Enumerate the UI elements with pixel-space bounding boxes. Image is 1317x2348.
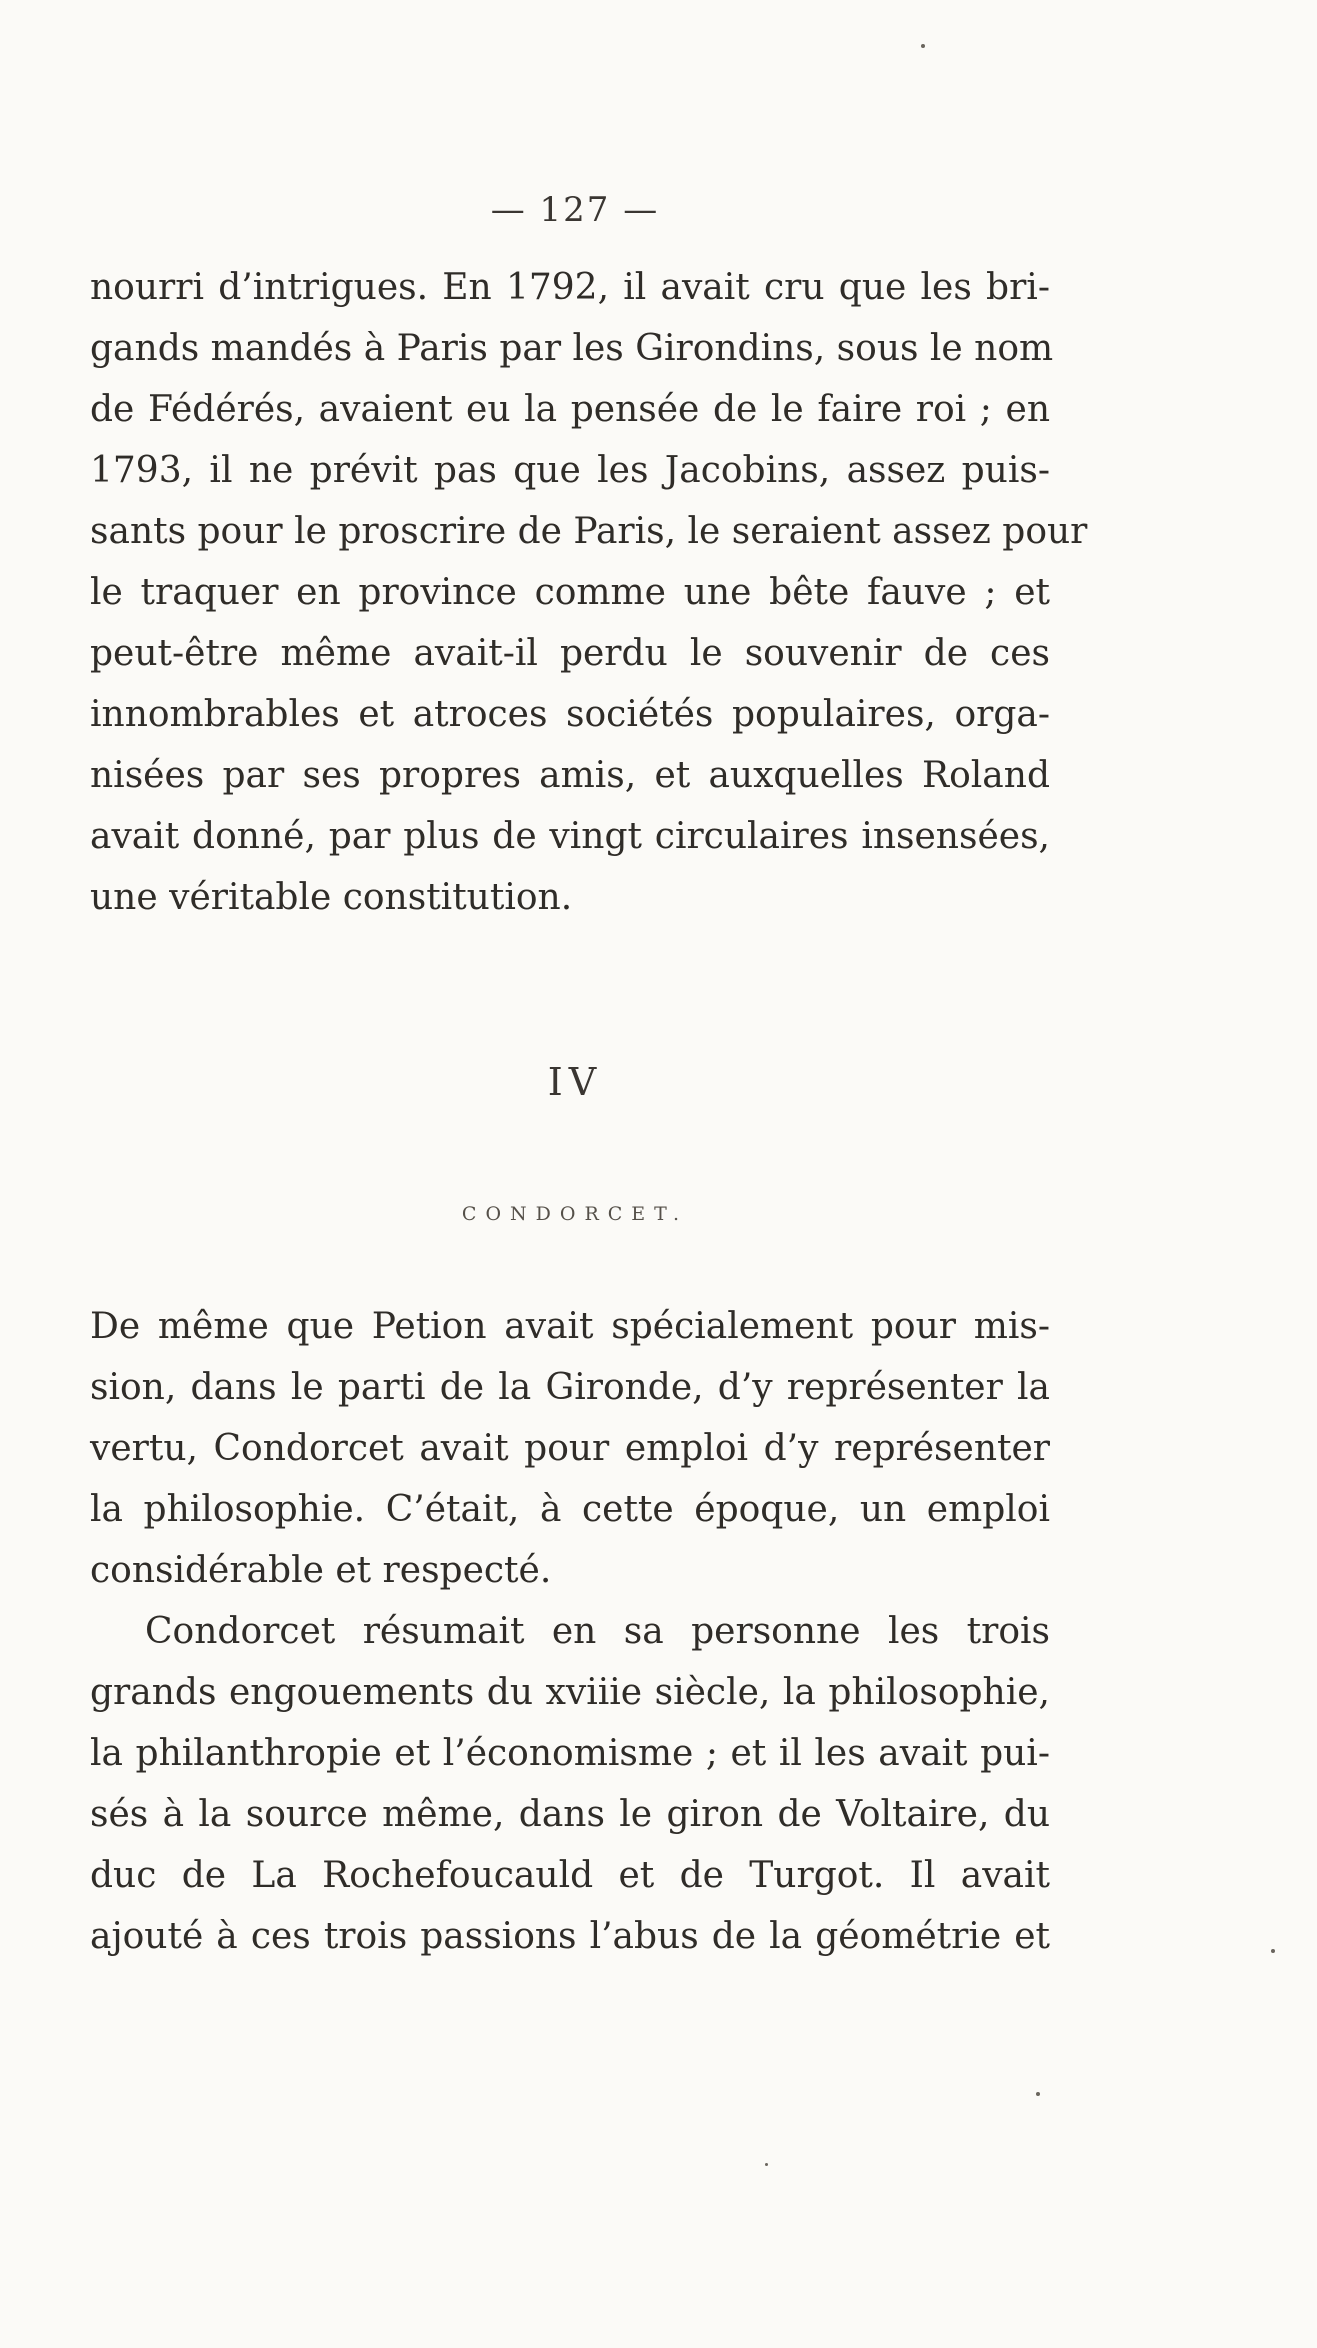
text-line: nourri d’intrigues. En 1792, il avait cru que les bri-: [90, 267, 1050, 308]
text-line: 1793, il ne prévit pas que les Jacobins, assez puis-: [90, 450, 1050, 491]
paper-speck: [921, 44, 925, 48]
text-line: sion, dans le parti de la Gironde, d’y représenter la: [90, 1367, 1050, 1408]
text-line: grands engouements du xviiie siècle, la philosophie,: [90, 1672, 1050, 1713]
text-line: ajouté à ces trois passions l’abus de la géométrie et: [90, 1916, 1050, 1957]
text-line: vertu, Condorcet avait pour emploi d’y représenter: [90, 1428, 1050, 1469]
text-line: peut-être même avait-il perdu le souvenir de ces: [90, 633, 1050, 674]
section-number: IV: [547, 1060, 603, 1104]
paper-speck: [1036, 2092, 1040, 2096]
text-line: une véritable constitution.: [90, 877, 573, 918]
text-line: sants pour le proscrire de Paris, le seraient assez pour: [90, 511, 1088, 552]
section-title: CONDORCET.: [461, 1203, 689, 1225]
paper-speck: [1271, 1949, 1275, 1953]
text-line: sés à la source même, dans le giron de Voltaire, du: [90, 1794, 1050, 1835]
text-line: la philanthropie et l’économisme ; et il les avait pui-: [90, 1733, 1050, 1774]
text-line: Condorcet résumait en sa personne les trois: [145, 1611, 1050, 1652]
text-line: gands mandés à Paris par les Girondins, sous le nom: [90, 328, 1054, 369]
text-line: considérable et respecté.: [90, 1550, 552, 1591]
text-line: innombrables et atroces sociétés populaires, orga-: [90, 694, 1050, 735]
paper-speck: [765, 2163, 768, 2166]
text-line: de Fédérés, avaient eu la pensée de le faire roi ; en: [90, 389, 1050, 430]
text-line: la philosophie. C’était, à cette époque, un emploi: [90, 1489, 1050, 1530]
text-line: le traquer en province comme une bête fauve ; et: [90, 572, 1050, 613]
page-number: — 127 —: [490, 190, 660, 230]
text-line: duc de La Rochefoucauld et de Turgot. Il avait: [90, 1855, 1050, 1896]
text-line: avait donné, par plus de vingt circulaires insensées,: [90, 816, 1050, 857]
text-line: nisées par ses propres amis, et auxquelles Roland: [90, 755, 1050, 796]
text-line: De même que Petion avait spécialement pour mis-: [90, 1306, 1050, 1347]
